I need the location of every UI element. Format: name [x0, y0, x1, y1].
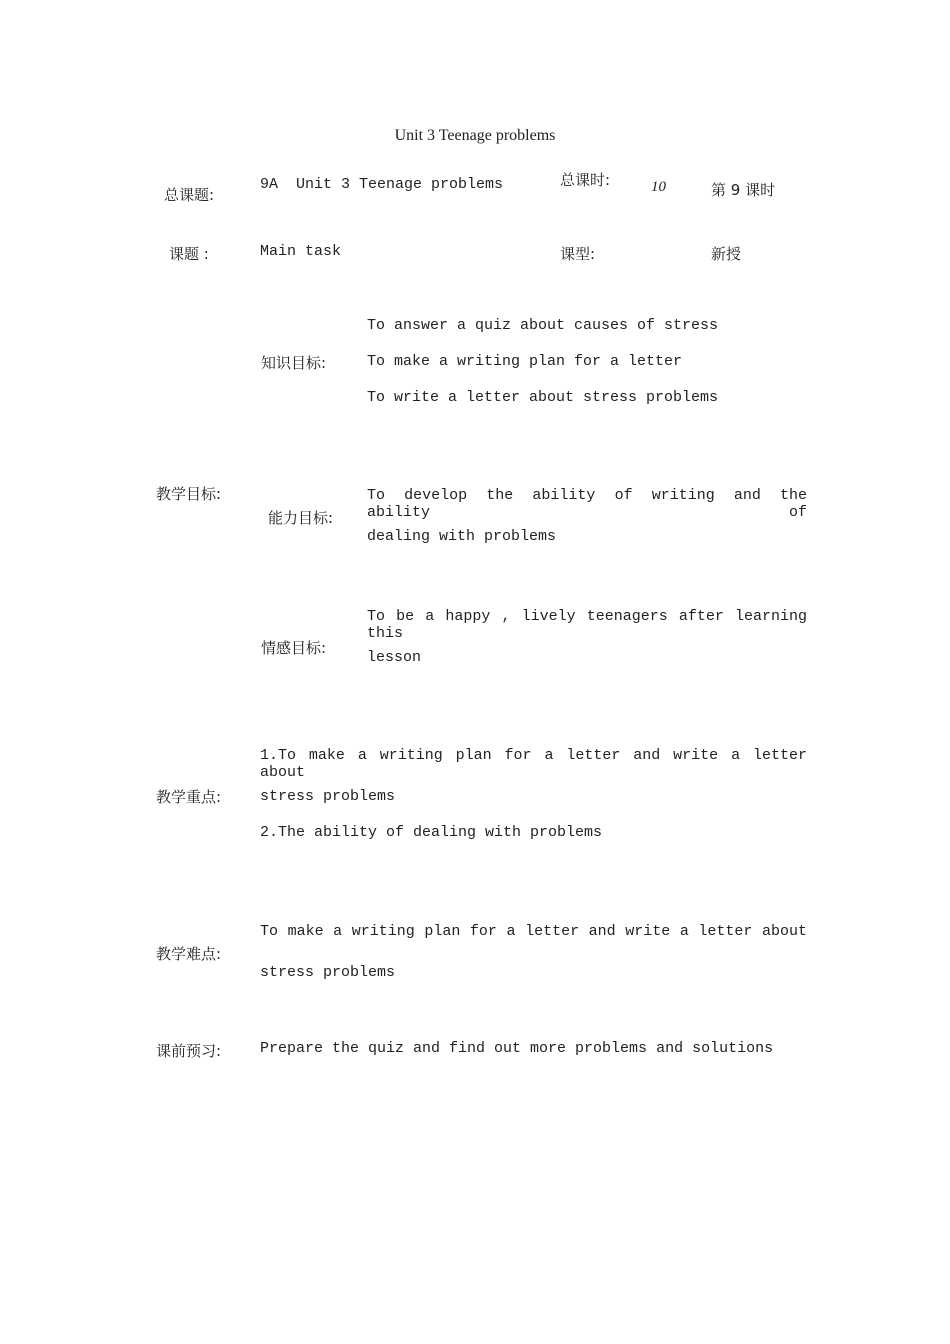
knowledge-item: To make a writing plan for a letter: [367, 353, 683, 370]
key-points-line1: 1.To make a writing plan for a letter and write a letter about: [260, 747, 807, 781]
difficulties-label: 教学难点:: [156, 945, 222, 963]
total-hours-label: 总课时:: [560, 171, 611, 189]
difficulties-line1: To make a writing plan for a letter and write a letter about: [260, 923, 807, 940]
preview-label: 课前预习:: [156, 1042, 222, 1060]
emotion-label: 情感目标:: [261, 639, 327, 657]
knowledge-item: To write a letter about stress problems: [367, 389, 719, 406]
lesson-type-value: 新授: [711, 245, 742, 263]
ability-label: 能力目标:: [268, 509, 334, 527]
document-title: Unit 3 Teenage problems: [394, 127, 556, 144]
knowledge-label: 知识目标:: [261, 354, 327, 372]
emotion-text-line2: lesson: [367, 649, 422, 666]
topic-label: 课题 :: [169, 245, 209, 263]
difficulties-line2: stress problems: [260, 964, 396, 981]
key-points-line3: 2.The ability of dealing with problems: [260, 824, 603, 841]
objectives-label: 教学目标:: [156, 485, 222, 503]
lesson-type-label: 课型:: [560, 245, 596, 263]
ability-text-line1: To develop the ability of writing and the ability of: [367, 487, 807, 521]
key-points-label: 教学重点:: [156, 788, 222, 806]
total-topic-value: 9A Unit 3 Teenage problems: [260, 176, 504, 193]
emotion-text-line1: To be a happy , lively teenagers after learning this: [367, 608, 807, 642]
ability-text-line2: dealing with problems: [367, 528, 557, 545]
total-topic-label: 总课题:: [164, 186, 215, 204]
key-points-line2: stress problems: [260, 788, 396, 805]
knowledge-item: To answer a quiz about causes of stress: [367, 317, 719, 334]
lesson-number: 第 9 课时: [711, 181, 776, 199]
topic-value: Main task: [260, 243, 342, 260]
total-hours-value: 10: [651, 179, 666, 195]
preview-value: Prepare the quiz and find out more problems and solutions: [260, 1040, 774, 1057]
